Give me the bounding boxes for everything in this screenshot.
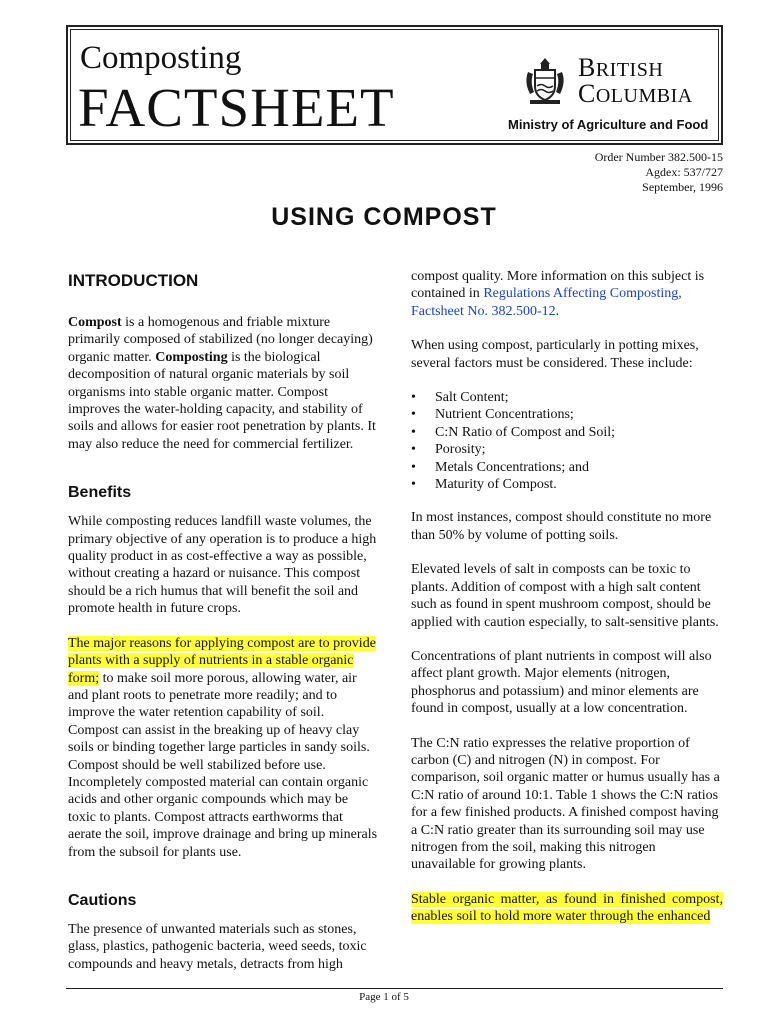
- order-number: Order Number 382.500-15: [594, 150, 723, 164]
- cn-ratio-paragraph: The C:N ratio expresses the relative proportion of carbon (C) and nitrogen (N) in compost. For comparison, soil organic matter or humus usually has a C:N ratio of around 10:1. Table 1 shows the C:N ratios for a few finished products. A finished compost having a C:N ratio greater than its surrounding soil may use nitrogen from the soil, making this nitrogen unavailable for growing plants.: [411, 735, 720, 873]
- list-item: • Maturity of Compost.: [411, 476, 723, 493]
- list-item: • Salt Content;: [411, 389, 723, 406]
- introduction-paragraph: Compost is a homogenous and friable mixture primarily composed of stabilized (no longer decaying) organic matter. Composting is the biological decomposition of natural organic materials by soil organisms into stable organic matter. Compost improves the water-holding capacity, and stability of soils and allows for easier root penetration by plants. It may also reduce the need for commercial fertilizer.: [68, 315, 376, 452]
- province-name: BRITISH COLUMBIA: [578, 53, 693, 108]
- organic-matter-paragraph: [411, 891, 723, 926]
- page-number: Page 1 of 5: [359, 991, 409, 1003]
- salt-paragraph: Elevated levels of salt in composts can be toxic to plants. Addition of compost with a high salt content such as found in spent mushroom compost, should be applied with caution especially, to salt-sensitive plants.: [411, 562, 719, 630]
- left-column: [68, 270, 378, 990]
- list-item: • Metals Concentrations; and: [411, 459, 723, 476]
- series-title: Composting: [80, 40, 242, 76]
- right-column: [411, 268, 723, 943]
- footer-rule: [66, 988, 723, 989]
- regulations-link[interactable]: Regulations Affecting Composting, Factsheet No. 382.500-12: [411, 286, 682, 319]
- document-meta: [595, 150, 723, 195]
- bc-coat-of-arms-icon: [520, 56, 570, 106]
- highlighted-text: Stable organic matter, as found in finished compost, enables soil to hold more water through the enhanced: [411, 891, 723, 925]
- benefits-paragraph-1: While composting reduces landfill waste volumes, the primary objective of any operation is to produce a high quality product in as cost-effective a way as possible, without creating a hazard or nuisance. This compost should be a rich humus that will benefit the soil and promote health in future crops.: [68, 514, 377, 617]
- list-item: • Porosity;: [411, 441, 723, 458]
- factors-list: [411, 389, 723, 493]
- factsheet-title: FACTSHEET: [78, 77, 395, 138]
- highlighted-text: The major reasons for applying compost are to provide plants with a supply of nutrients in a stable organic form;: [68, 635, 376, 686]
- document-title: USING COMPOST: [271, 203, 497, 231]
- nutrients-paragraph: Concentrations of plant nutrients in compost will also affect plant growth. Major elements (nitrogen, phosphorus and potassium) and minor elements are found in compost, usually at a low concentration.: [411, 648, 712, 717]
- publish-date: September, 1996: [642, 180, 723, 194]
- introduction-heading: INTRODUCTION: [68, 271, 199, 290]
- benefits-heading: Benefits: [68, 484, 132, 502]
- factors-intro-paragraph: When using compost, particularly in potting mixes, several factors must be considered. These include:: [411, 338, 699, 371]
- benefits-paragraph-2: The major reasons for applying compost are to provide plants with a supply of nutrients in a stable organic form; to make soil more porous, allowing water, air and plant roots to penetrate more readily; and to improve the water retention capability of soil. Compost can assist in the breaking up of heavy clay soils or binding together large particles in sandy soils. Compost should be well stabilized before use. Incompletely composted material can contain organic acids and other organic compounds which may be toxic to plants. Compost attracts earthworms that aerate the soil, improve drainage and bring up minerals from the subsoil for plants use.: [68, 635, 378, 860]
- agdex: Agdex: 537/727: [645, 165, 723, 179]
- cautions-heading: Cautions: [68, 891, 137, 909]
- cautions-paragraph: The presence of unwanted materials such as stones, glass, plastics, pathogenic bacteria, weed seeds, toxic compounds and heavy metals, detracts from high: [68, 921, 367, 972]
- list-item: • Nutrient Concentrations;: [411, 406, 723, 423]
- ministry-name: Ministry of Agriculture and Food: [508, 117, 709, 132]
- regulations-paragraph: compost quality. More information on this subject is contained in Regulations Affecting Composting, Factsheet No. 382.500-12.: [411, 269, 705, 319]
- potting-soil-paragraph: In most instances, compost should constitute no more than 50% by volume of potting soils.: [411, 510, 712, 543]
- list-item: • C:N Ratio of Compost and Soil;: [411, 424, 723, 441]
